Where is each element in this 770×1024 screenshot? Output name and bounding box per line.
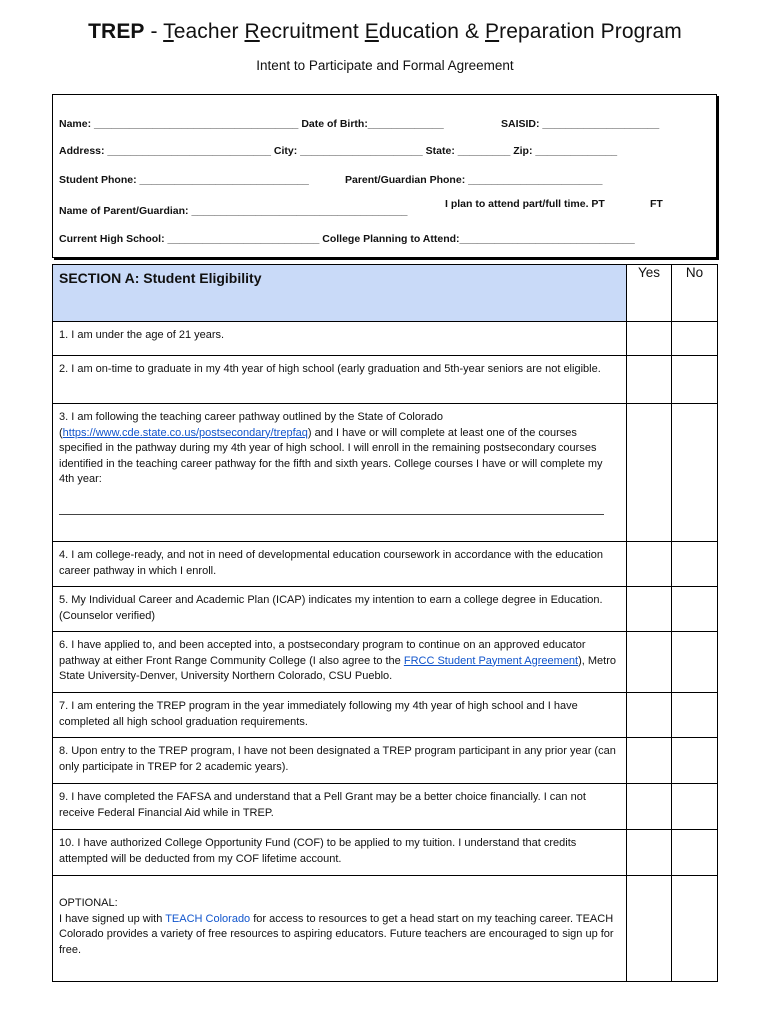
no-checkbox[interactable] — [672, 542, 718, 587]
item-text: 10. I have authorized College Opportunity Fund (COF) to be applied to my tuition. I understand that credits attempted will be deducted from my COF lifetime account. — [53, 830, 627, 876]
yes-checkbox[interactable] — [627, 738, 672, 784]
yes-checkbox[interactable] — [627, 693, 672, 738]
item-text: 2. I am on-time to graduate in my 4th year of high school (early graduation and 5th-year seniors are not eligible. — [53, 356, 627, 404]
name-dob-field[interactable]: Name: ___________________________________ Date of Birth:_____________ — [59, 118, 444, 130]
no-checkbox[interactable] — [672, 693, 718, 738]
section-title: SECTION A: Student Eligibility — [53, 265, 627, 322]
table-row — [53, 830, 718, 876]
teach-colorado-link[interactable]: TEACH Colorado — [165, 912, 251, 925]
student-phone-field[interactable]: Student Phone: _____________________________ — [59, 174, 309, 186]
no-checkbox[interactable] — [672, 738, 718, 784]
yes-checkbox[interactable] — [627, 404, 672, 542]
school-college-field[interactable]: Current High School: __________________________ College Planning to Attend:______________________________ — [59, 233, 635, 245]
table-row — [53, 632, 718, 693]
yes-checkbox[interactable] — [627, 830, 672, 876]
pathway-link[interactable]: https://www.cde.state.co.us/postsecondary/trepfaq — [62, 426, 308, 439]
no-checkbox[interactable] — [672, 784, 718, 830]
no-checkbox[interactable] — [672, 322, 718, 356]
no-checkbox[interactable] — [672, 632, 718, 693]
student-info-box — [52, 94, 717, 258]
item-text: 6. I have applied to, and been accepted into, a postsecondary program to continue on an approved educator pathway at either Front Range Community College (I also agree to the FRCC Student Payment Agreement), Metro State University-Denver, University Northern Colorado, CSU Pueblo. — [53, 632, 627, 693]
table-row — [53, 784, 718, 830]
no-checkbox[interactable] — [672, 356, 718, 404]
yes-checkbox[interactable] — [627, 784, 672, 830]
item-text: 9. I have completed the FAFSA and understand that a Pell Grant may be a better choice financially. I can not receive Federal Financial Aid while in TREP. — [53, 784, 627, 830]
item-text: 4. I am college-ready, and not in need of developmental education coursework in accordance with the education career pathway in which I enroll. — [53, 542, 627, 587]
yes-checkbox[interactable] — [627, 587, 672, 632]
courses-fill-line[interactable] — [59, 500, 604, 515]
address-field[interactable]: Address: ____________________________ City: _____________________ State: _________ Zip: ______________ — [59, 145, 618, 157]
table-row — [53, 738, 718, 784]
yes-checkbox[interactable] — [627, 632, 672, 693]
guardian-phone-field[interactable]: Parent/Guardian Phone: _______________________ — [345, 174, 603, 186]
saisid-field[interactable]: SAISID: ____________________ — [501, 118, 660, 130]
yes-column-header: Yes — [627, 265, 672, 322]
item-text: 8. Upon entry to the TREP program, I have not been designated a TREP program participant in any prior year (can only participate in TREP for 2 academic years). — [53, 738, 627, 784]
item-text: 7. I am entering the TREP program in the year immediately following my 4th year of high school and I have completed all high school graduation requirements. — [53, 693, 627, 738]
table-row — [53, 587, 718, 632]
no-column-header: No — [672, 265, 718, 322]
guardian-name-field[interactable]: Name of Parent/Guardian: _____________________________________ — [59, 205, 408, 217]
optional-label: OPTIONAL: — [59, 897, 118, 909]
table-row — [53, 876, 718, 982]
no-checkbox[interactable] — [672, 876, 718, 982]
eligibility-table — [52, 264, 718, 982]
full-time-option[interactable]: FT — [650, 198, 663, 210]
table-row — [53, 542, 718, 587]
item-text: OPTIONAL: I have signed up with TEACH Colorado for access to resources to get a head start on my teaching career. TEACH Colorado provides a variety of free resources to aspiring educators. Future teachers are encouraged to sign up for free. — [53, 876, 627, 982]
page-title: TREP - Teacher Recruitment Education & Preparation Program — [88, 20, 682, 43]
section-header-row — [53, 265, 718, 322]
attendance-plan-label[interactable]: I plan to attend part/full time. PT — [445, 198, 605, 210]
no-checkbox[interactable] — [672, 404, 718, 542]
table-row — [53, 693, 718, 738]
item-text: 3. I am following the teaching career pathway outlined by the State of Colorado (https://www.cde.state.co.us/postsecondary/trepfaq) and I have or will complete at least one of the courses specified in the pathway during my 4th year of high school. I will enroll in the remaining postsecondary courses identified in the teaching career pathway for the fifth and sixth years. College courses I have or will complete my 4th year: — [53, 404, 627, 542]
item-text: 5. My Individual Career and Academic Plan (ICAP) indicates my intention to earn a college degree in Education. (Counselor verified) — [53, 587, 627, 632]
yes-checkbox[interactable] — [627, 876, 672, 982]
frcc-payment-link[interactable]: FRCC Student Payment Agreement — [403, 654, 579, 667]
yes-checkbox[interactable] — [627, 542, 672, 587]
page-subtitle: Intent to Participate and Formal Agreement — [256, 58, 514, 73]
table-row — [53, 322, 718, 356]
table-row — [53, 404, 718, 542]
item-text: 1. I am under the age of 21 years. — [53, 322, 627, 356]
yes-checkbox[interactable] — [627, 356, 672, 404]
table-row — [53, 356, 718, 404]
yes-checkbox[interactable] — [627, 322, 672, 356]
no-checkbox[interactable] — [672, 587, 718, 632]
no-checkbox[interactable] — [672, 830, 718, 876]
